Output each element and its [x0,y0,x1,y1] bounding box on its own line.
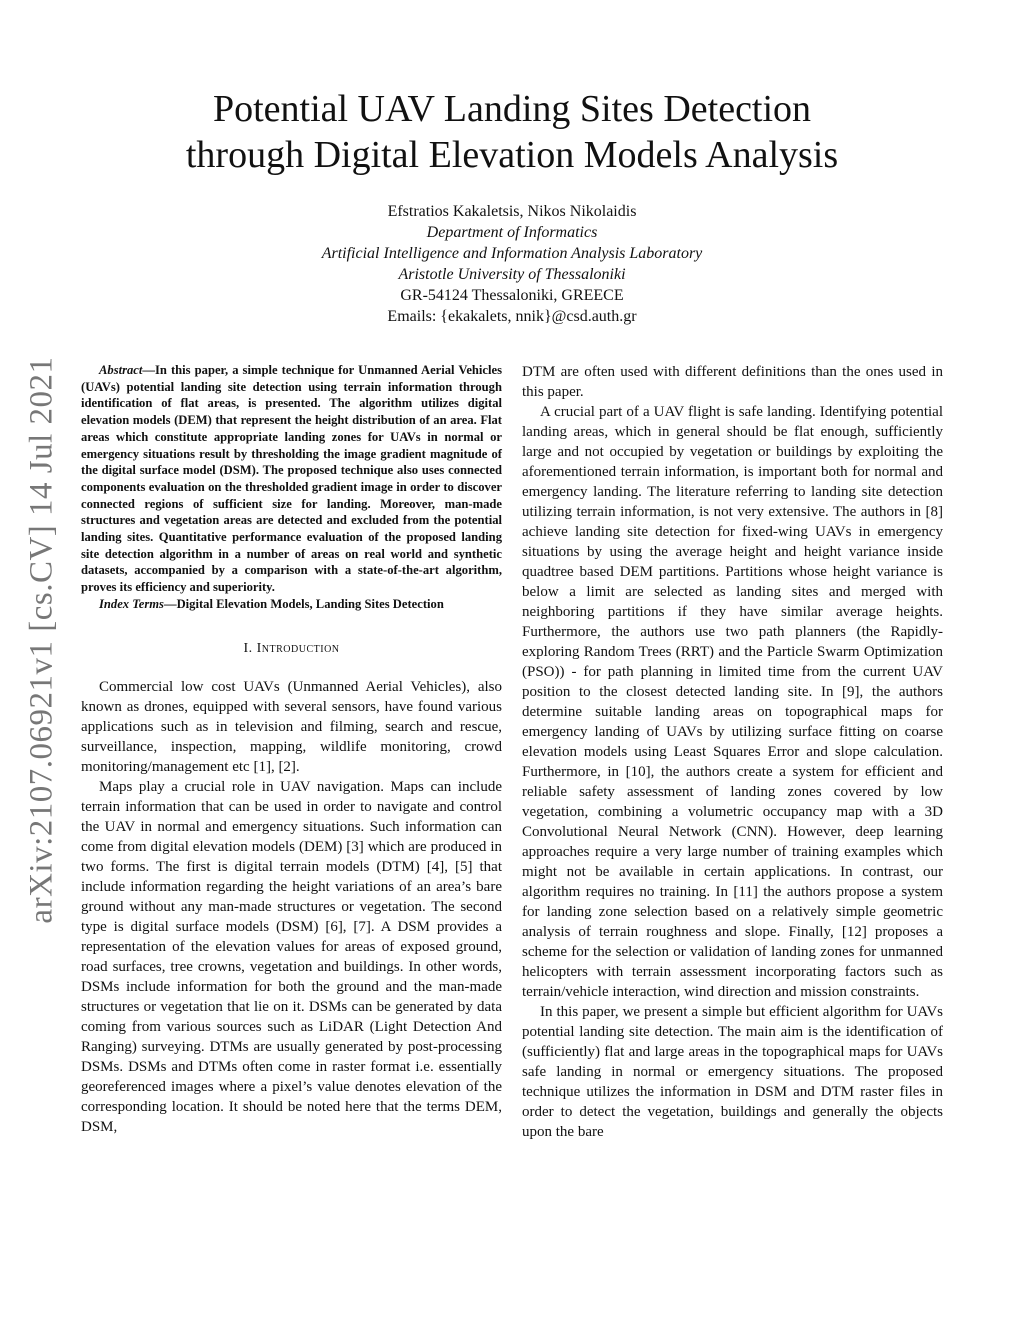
abstract-label: Abstract [99,363,143,377]
author-emails: Emails: {ekakalets, nnik}@csd.auth.gr [387,308,637,325]
paragraph: DTM are often used with different definitions than the ones used in this paper. [522,364,943,400]
affiliation-address: GR-54124 Thessaloniki, GREECE [400,287,624,304]
index-terms [81,596,502,613]
author-block [150,201,874,327]
title-line-2: through Digital Elevation Models Analysis [185,134,839,176]
left-column [81,362,502,1137]
index-terms-text: —Digital Elevation Models, Landing Sites Detection [163,596,444,611]
paper-title [120,86,904,178]
index-terms-label: Index Terms [99,596,164,611]
abstract-text: —In this paper, a simple technique for Unmanned Aerial Vehicles (UAVs) potential landing site detection using terrain information through identification of flat areas, is presented. The algorithm utilizes digital elevation models (DEM) that represent the height distribution of an area. Flat areas which constitute appropriate landing zones for UAVs in normal or emergency situations result by thresholding the image gradient magnitude of the digital surface model (DSM). The proposed technique also uses connected components evaluation on the thresholded gradient image in order to discover connected regions of sufficient size for landing. Moreover, man-made structures and vegetation areas are detected and excluded from the potential landing sites. Quantitative performance evaluation of the proposed landing site detection algorithm in a number of areas on real world and synthetic datasets, accompanied by a comparison with a state-of-the-art algorithm, proves its efficiency and superiority. [81,363,502,595]
paragraph: A crucial part of a UAV flight is safe landing. Identifying potential landing areas, which in general should be flat enough, sufficiently large and not occupied by vegetation or buildings by exploiting the aforementioned terrain information, is important both for normal and emergency landing. The literature referring to landing site detection utilizing terrain information, is not very extensive. The authors in [8] achieve landing site detection for fixed-wing UAVs in emergency situations by using the average height and height variance inside quadtree based DEM partitions. Partitions whose height variance is below a limit are selected as landing sites and merged with neighboring partitions if they have similar average heights. Furthermore, the authors use two path planners (the Rapidly-exploring Random Trees (RRT) and the Particle Swarm Optimization (PSO)) - for path planning in limited time from the current UAV position to the closest detected landing site. In [9], the authors determine suitable landing areas on topographical maps for emergency landing of UAVs by utilizing surface fitting on coarse elevation models using Least Squares Error and slope calculation. Furthermore, in [10], the authors create a system for efficient and reliable safety assessment of landing zones covered by low vegetation, combining a volumetric occupancy map with a 3D Convolutional Neural Network (CNN). However, deep learning approaches require a very large number of training examples which might not be available in certain applications. In contrast, our algorithm requires no training. In [11] the authors propose a system for landing zone selection based on a relatively simple geometric analysis of terrain roughness and slope. Finally, [12] proposes a scheme for the selection or validation of landing zones for unmanned helicopters with terrain assessment incorporating factors such as terrain/vehicle interaction, wind direction and mission constraints. [522,404,943,1000]
affiliation-department: Department of Informatics [426,224,598,241]
arxiv-identifier: arXiv:2107.06921v1 [cs.CV] 14 Jul 2021 [23,356,60,924]
abstract [81,362,502,596]
section-heading-introduction: I. Introduction [243,640,340,656]
title-line-1: Potential UAV Landing Sites Detection [212,88,812,130]
affiliation-university: Aristotle University of Thessaloniki [398,266,626,283]
paragraph: Commercial low cost UAVs (Unmanned Aerial Vehicles), also known as drones, equipped with several sensors, have found various applications such as in television and filming, search and rescue, surveillance, inspection, mapping, wildlife monitoring, crowd monitoring/management etc [1], [2]. [81,678,502,775]
author-names: Efstratios Kakaletsis, Nikos Nikolaidis [387,203,637,220]
paragraph: In this paper, we present a simple but efficient algorithm for UAVs potential landing site detection. The main aim is the identification of (sufficiently) flat and large areas in the topographical maps for UAVs safe landing in normal or emergency situations. The proposed technique utilizes the information in DSM and DTM raster files in order to detect the vegetation, buildings and generally the objects upon the bare [522,1004,943,1140]
affiliation-lab: Artificial Intelligence and Information Analysis Laboratory [321,245,703,262]
right-column [522,362,943,1142]
paragraph: Maps play a crucial role in UAV navigation. Maps can include terrain information that can be used in order to navigate and control the UAV in normal and emergency situations. Such information can come from digital elevation models (DEM) [3] which are produced in two forms. The first is digital terrain models (DTM) [4], [5] that include information regarding the height variations of an area’s bare ground without any man-made structures or vegetation. The second type is digital surface models (DSM) [6], [7]. A DSM provides a representation of the elevation values for areas of exposed ground, road surfaces, tree crowns, vegetation and buildings. In other words, DSMs include information for both the ground and the man-made structures or vegetation that lie on it. DSMs can be generated by data coming from various sources such as LiDAR (Light Detection And Ranging) surveying. DTMs are usually generated by post-processing DSMs. DSMs and DTMs often come in raster format i.e. essentially georeferenced images where a pixel’s value denotes elevation of the corresponding location. It should be noted here that the terms DEM, DSM, [81,778,502,1135]
